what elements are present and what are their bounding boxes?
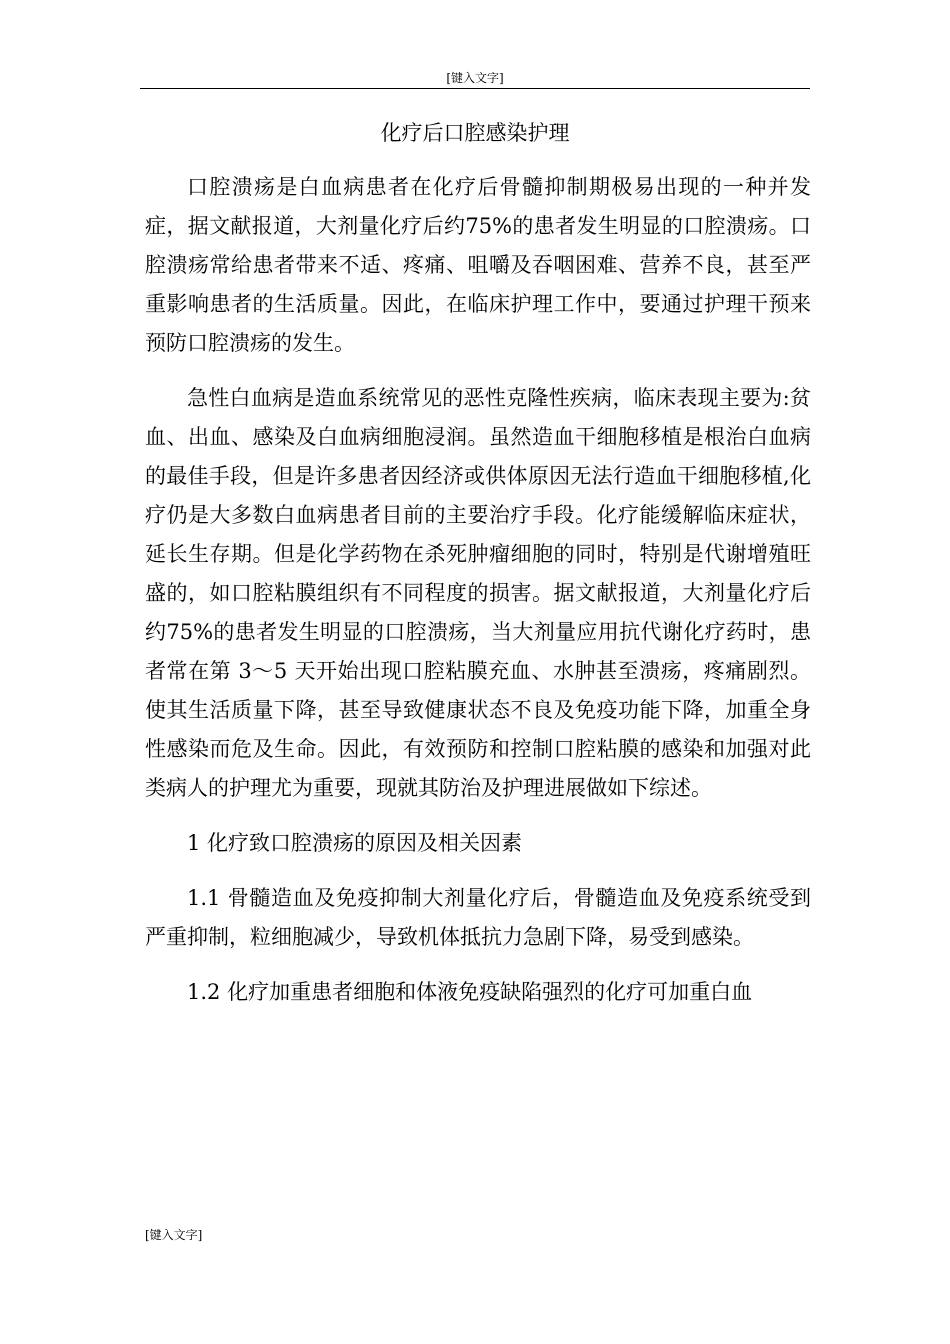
- section-heading-1: 1 化疗致口腔溃疡的原因及相关因素: [187, 831, 523, 855]
- page-header: [键入文字]: [446, 71, 504, 85]
- header-divider: [140, 88, 810, 89]
- paragraph-intro: 口腔溃疡是白血病患者在化疗后骨髓抑制期极易出现的一种并发症，据文献报道，大剂量化疗后约75%的患者发生明显的口腔溃疡。口腔溃疡常给患者带来不适、疼痛、咀嚼及吞咽困难、营养不良，甚至严重影响患者的生活质量。因此，在临床护理工作中，要通过护理干预来预防口腔溃疡的发生。: [145, 175, 811, 355]
- document-title: 化疗后口腔感染护理: [380, 121, 570, 145]
- document-body: [145, 168, 811, 1028]
- paragraph-1-2: 1.2 化疗加重患者细胞和体液免疫缺陷强烈的化疗可加重白血: [187, 980, 753, 1004]
- paragraph-1-1: 1.1 骨髓造血及免疫抑制大剂量化疗后，骨髓造血及免疫系统受到严重抑制，粒细胞减少，导致机体抵抗力急剧下降，易受到感染。: [145, 886, 811, 949]
- paragraph-background: 急性白血病是造血系统常见的恶性克隆性疾病，临床表现主要为:贫血、出血、感染及白血病细胞浸润。虽然造血干细胞移植是根治白血病的最佳手段，但是许多患者因经济或供体原因无法行造血干细胞移植,化疗仍是大多数白血病患者目前的主要治疗手段。化疗能缓解临床症状，延长生存期。但是化学药物在杀死肿瘤细胞的同时，特别是代谢增殖旺盛的，如口腔粘膜组织有不同程度的损害。据文献报道，大剂量化疗后约75%的患者发生明显的口腔溃疡，当大剂量应用抗代谢化疗药时，患者常在第 3～5 天开始出现口腔粘膜充血、水肿甚至溃疡，疼痛剧烈。使其生活质量下降，甚至导致健康状态不良及免疫功能下降，加重全身性感染而危及生命。因此，有效预防和控制口腔粘膜的感染和加强对此类病人的护理尤为重要，现就其防治及护理进展做如下综述。: [145, 386, 811, 800]
- page-footer: [键入文字]: [145, 1228, 203, 1242]
